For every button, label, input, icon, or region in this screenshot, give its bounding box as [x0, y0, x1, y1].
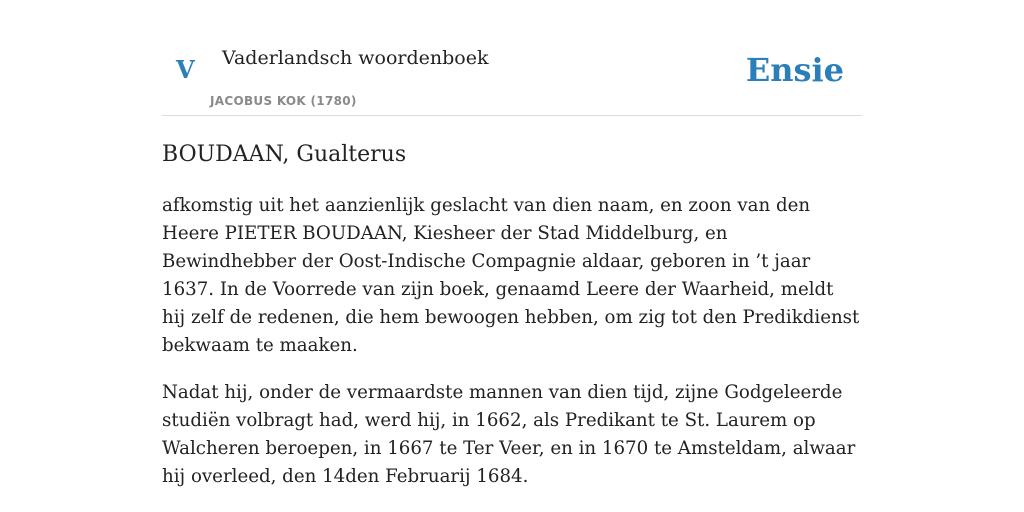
- ensie-logo-link[interactable]: Ensie: [745, 51, 844, 89]
- entry-paragraph: Nadat hij, onder de vermaardste mannen van dien tijd, zijne Godgeleerde studiën volbragt had, werd hij, in 1662, als Predikant te St. Laurem op Walcheren beroepen, in 1667 te Ter Veer, en in 1670 te Amsteldam, alwaar hij overleed, den 14den Februarij 1684.: [162, 382, 856, 487]
- entry-body: [162, 192, 862, 510]
- entry-title: BOUDAAN, Gualterus: [162, 142, 407, 167]
- dictionary-title-link[interactable]: Vaderlandsch woordenboek: [222, 47, 489, 69]
- dictionary-author: JACOBUS KOK (1780): [210, 94, 357, 108]
- index-letter[interactable]: V: [176, 55, 195, 84]
- entry-paragraph: afkomstig uit het aanzienlijk geslacht van dien naam, en zoon van den Heere PIETER BOUDAAN, Kiesheer der Stad Middelburg, en Bewindhebber der Oost-Indische Compagnie aldaar, geboren in ’t jaar 1637. In de Voorrede van zijn boek, genaamd Leere der Waarheid, meldt hij zelf de redenen, die hem bewoogen hebben, om zig tot den Predikdienst bekwaam te maaken.: [162, 195, 860, 356]
- dictionary-header: [162, 40, 862, 116]
